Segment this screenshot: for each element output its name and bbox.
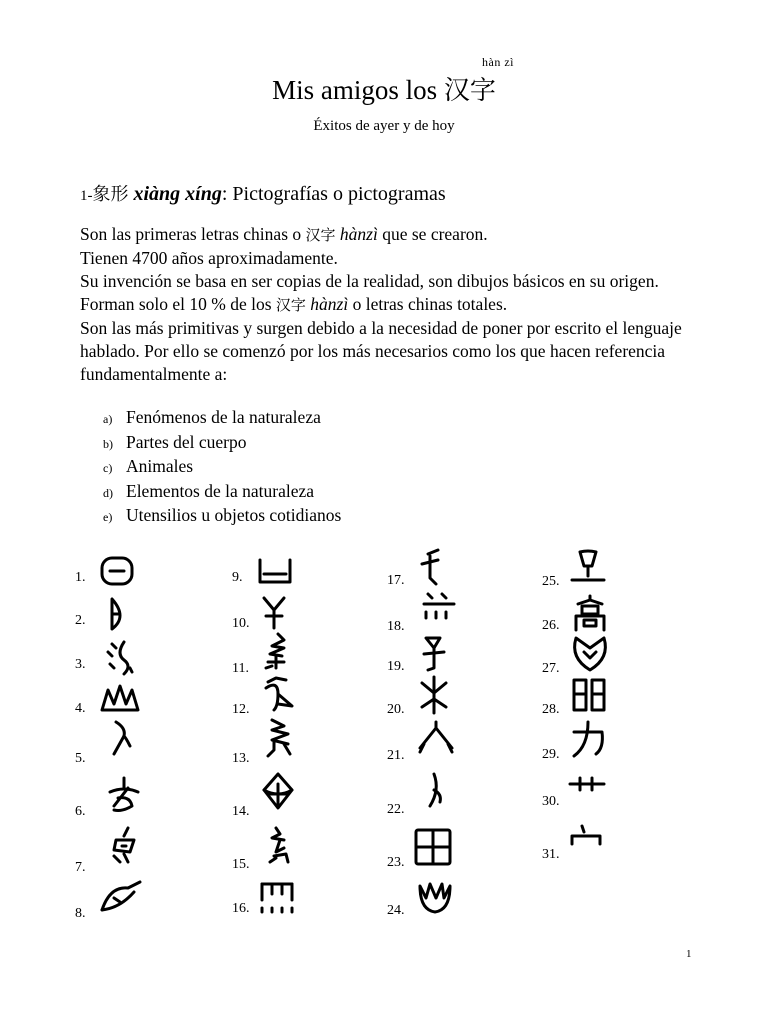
glyph-number: 27. (542, 661, 560, 676)
glyph-number: 24. (387, 903, 405, 918)
paragraph-5: Son las más primitivas y surgen debido a la necesidad de poner por escrito el lenguaje hablado. Por ello se comenzó por los más necesarios como los que hacen referencia fundamentalmente a: (80, 318, 682, 384)
glyph-number: 20. (387, 702, 405, 717)
roof-glyph-icon (568, 822, 608, 862)
knife-glyph-icon (418, 772, 458, 812)
page-title (0, 70, 768, 107)
list-item (103, 504, 341, 529)
glyph-number: 4. (75, 701, 86, 716)
paragraph-2: Tienen 4700 años aproximadamente. (80, 248, 338, 268)
paragraph-1-end: que se crearon. (377, 224, 488, 244)
child-glyph-icon (106, 826, 146, 866)
page-number: 1 (686, 948, 692, 960)
list-item (103, 480, 341, 505)
bird-glyph-icon (258, 674, 298, 714)
glyph-number: 5. (75, 751, 86, 766)
paragraph-1-start: Son las primeras letras chinas o (80, 224, 306, 244)
heart-glyph-icon (570, 634, 610, 674)
glyph-number: 11. (232, 661, 249, 676)
horse-glyph-icon (260, 632, 300, 672)
big-glyph-icon (416, 718, 456, 758)
mouth-glyph-icon (256, 552, 296, 592)
list-item (103, 455, 341, 480)
section-pinyin: xiàng xíng (133, 183, 222, 205)
list-text: Utensilios u objetos cotidianos (126, 505, 342, 525)
paragraph-1-pinyin: hànzì (335, 224, 378, 244)
list-text: Fenómenos de la naturaleza (126, 407, 321, 427)
list-letter: c) (103, 461, 113, 475)
dog-glyph-icon (262, 826, 302, 866)
pinyin-annotation: hàn zì (482, 55, 514, 69)
glyph-number: 31. (542, 847, 560, 862)
glyph-number: 3. (75, 657, 86, 672)
goat-glyph-icon (258, 592, 298, 632)
tree-glyph-icon (416, 675, 456, 715)
glyph-number: 19. (387, 659, 405, 674)
stand-glyph-icon (568, 548, 608, 588)
list-item (103, 406, 341, 431)
glyph-number: 16. (232, 901, 250, 916)
glyph-number: 30. (542, 794, 560, 809)
list-letter: d) (103, 485, 113, 500)
glyph-number: 23. (387, 855, 405, 870)
woman-glyph-icon (104, 776, 144, 816)
title-hanzi: 汉字 (443, 76, 496, 106)
glyph-number: 9. (232, 570, 243, 585)
list-item (103, 431, 341, 456)
child-figure-glyph-icon (418, 634, 458, 674)
paragraph-4-start: Forman solo el 10 % de los (80, 294, 276, 314)
glyph-number: 1. (75, 570, 86, 585)
body-text (80, 223, 700, 386)
glyph-number: 17. (387, 573, 405, 588)
tall-building-glyph-icon (570, 594, 610, 634)
eye-glyph-icon (100, 878, 140, 918)
glyph-number: 18. (387, 619, 405, 634)
list-text: Elementos de la naturaleza (126, 480, 315, 501)
paragraph-4 (80, 293, 700, 317)
section-hanzi: 象形 (92, 184, 129, 205)
glyph-number: 12. (232, 702, 250, 717)
list-letter: b) (103, 436, 113, 451)
title-text: Mis amigos los (272, 75, 444, 105)
glyph-number: 13. (232, 751, 250, 766)
glyph-number: 14. (232, 804, 250, 819)
glyph-number: 2. (75, 613, 86, 628)
water-glyph-icon (102, 638, 142, 678)
fish-glyph-icon (258, 772, 298, 812)
glyph-number: 6. (75, 804, 86, 819)
list-letter: e) (103, 510, 113, 524)
glyph-number: 15. (232, 857, 250, 872)
paragraph-4-hanzi: 汉字 (275, 296, 306, 314)
glyph-number: 10. (232, 616, 250, 631)
strength-glyph-icon (570, 720, 610, 760)
section-title-rest: : Pictografías o pictogramas (221, 183, 446, 205)
glyph-number: 26. (542, 618, 560, 633)
page-subtitle: Éxitos de ayer y de hoy (313, 118, 455, 134)
glyph-number: 22. (387, 802, 405, 817)
list-text: Animales (126, 456, 194, 476)
person-glyph-icon (104, 718, 144, 758)
section-number: 1- (80, 188, 93, 204)
paragraph-1 (80, 223, 700, 247)
fire-glyph-icon (416, 878, 456, 918)
section-heading (80, 180, 446, 206)
door-glyph-icon (570, 676, 610, 716)
paragraph-4-end: o letras chinas totales. (348, 294, 508, 314)
glyph-number: 21. (387, 748, 405, 763)
glyph-number: 28. (542, 702, 560, 717)
cross-lines-glyph-icon (568, 768, 608, 808)
tiger-glyph-icon (262, 718, 302, 758)
sun-glyph-icon (98, 552, 138, 592)
hand-glyph-icon (416, 548, 456, 588)
mountain-glyph-icon (100, 680, 140, 720)
rain-drops-glyph-icon (420, 590, 460, 630)
moon-glyph-icon (100, 595, 140, 635)
rain-glyph-icon (258, 878, 298, 918)
glyph-number: 29. (542, 747, 560, 762)
paragraph-4-pinyin: hànzì (305, 294, 349, 314)
glyph-number: 25. (542, 574, 560, 589)
glyph-number: 7. (75, 860, 86, 875)
list-letter: a) (103, 412, 113, 426)
paragraph-3: Su invención se basa en ser copias de la realidad, son dibujos básicos en su origen. (80, 271, 659, 291)
field-glyph-icon (414, 828, 454, 868)
category-list (103, 406, 341, 529)
list-text: Partes del cuerpo (126, 431, 247, 452)
glyph-number: 8. (75, 906, 86, 921)
paragraph-1-hanzi: 汉字 (305, 226, 336, 244)
